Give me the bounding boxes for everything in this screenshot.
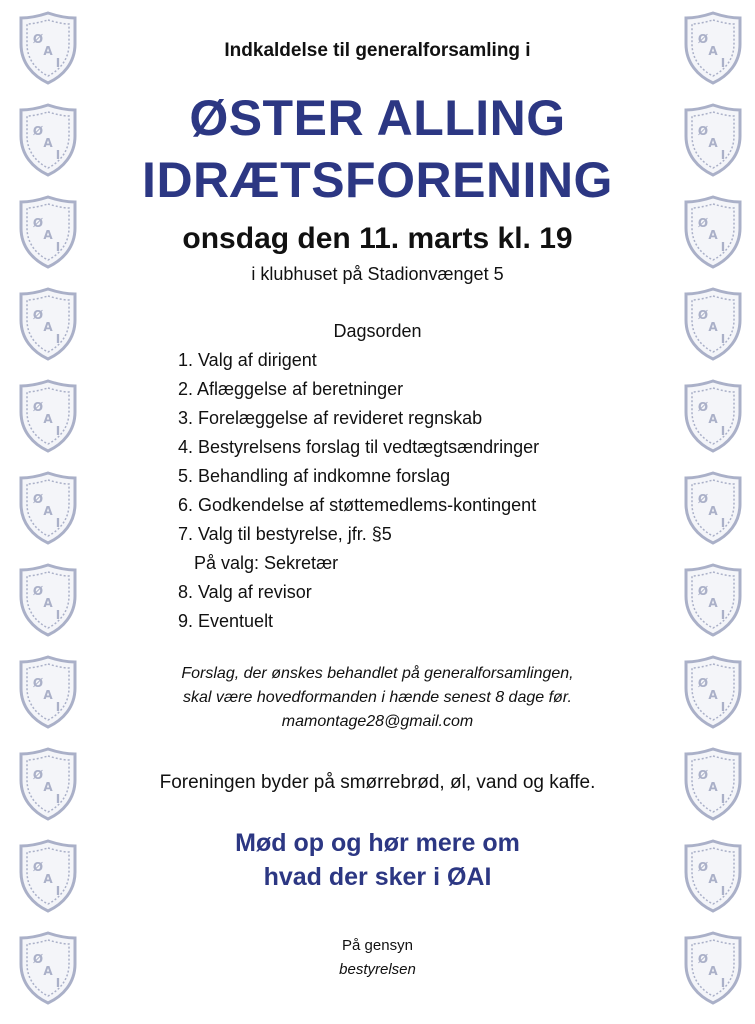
pre-title: Indkaldelse til generalforsamling i xyxy=(224,40,531,61)
oai-emblem-icon xyxy=(17,102,79,178)
left-emblem-border xyxy=(0,0,90,1024)
oai-emblem-icon xyxy=(17,838,79,914)
oai-emblem-icon xyxy=(682,378,744,454)
oai-emblem-icon xyxy=(682,930,744,1006)
oai-emblem-icon xyxy=(17,746,79,822)
agenda-subitem: På valg: Sekretær xyxy=(194,553,339,573)
agenda-item: 8. Valg af revisor xyxy=(178,582,312,602)
agenda-list xyxy=(178,346,648,636)
agenda-item: 6. Godkendelse af støttemedlems-kontingent xyxy=(178,495,537,515)
signature: bestyrelsen xyxy=(339,961,416,978)
greeting: På gensyn xyxy=(342,937,413,954)
closing-line: Mød op og hør mere om xyxy=(235,829,520,857)
agenda-item: 1. Valg af dirigent xyxy=(178,350,317,370)
oai-emblem-icon xyxy=(682,10,744,86)
notice-line: skal være hovedformanden i hænde senest 8 dage før. xyxy=(183,689,572,706)
agenda-item: 2. Aflæggelse af beretninger xyxy=(178,379,404,399)
oai-emblem-icon xyxy=(682,838,744,914)
oai-emblem-icon xyxy=(17,378,79,454)
closing-message xyxy=(100,826,655,894)
agenda-item: 4. Bestyrelsens forslag til vedtægtsændringer xyxy=(178,437,540,457)
club-name-line2: IDRÆTSFORENING xyxy=(142,152,613,208)
oai-emblem-icon xyxy=(17,10,79,86)
agenda-item: 9. Eventuelt xyxy=(178,611,274,631)
refreshments-text: Foreningen byder på smørrebrød, øl, vand og kaffe. xyxy=(159,772,596,793)
signoff xyxy=(100,934,655,982)
oai-emblem-icon xyxy=(17,654,79,730)
meeting-date: onsdag den 11. marts kl. 19 xyxy=(182,222,573,255)
oai-emblem-icon xyxy=(682,562,744,638)
proposal-notice xyxy=(100,662,655,734)
oai-emblem-icon xyxy=(682,746,744,822)
oai-emblem-icon xyxy=(17,562,79,638)
contact-email: mamontage28@gmail.com xyxy=(281,713,474,730)
agenda-heading: Dagsorden xyxy=(333,321,422,341)
club-name-line1: ØSTER ALLING xyxy=(189,90,566,146)
agenda-item: 3. Forelæggelse af revideret regnskab xyxy=(178,408,483,428)
oai-emblem-icon xyxy=(682,102,744,178)
oai-emblem-icon xyxy=(682,470,744,546)
oai-emblem-icon xyxy=(682,654,744,730)
oai-emblem-icon xyxy=(17,286,79,362)
oai-emblem-icon xyxy=(17,470,79,546)
right-emblem-border xyxy=(665,0,755,1024)
notice-line: Forslag, der ønskes behandlet på generalforsamlingen, xyxy=(181,665,574,682)
closing-line: hvad der sker i ØAI xyxy=(263,863,492,891)
meeting-venue: i klubhuset på Stadionvænget 5 xyxy=(251,264,504,284)
oai-emblem-icon xyxy=(17,930,79,1006)
oai-emblem-icon xyxy=(682,286,744,362)
agenda-item: 7. Valg til bestyrelse, jfr. §5 xyxy=(178,524,392,544)
agenda-item: 5. Behandling af indkomne forslag xyxy=(178,466,451,486)
oai-emblem-icon xyxy=(17,194,79,270)
oai-emblem-icon xyxy=(682,194,744,270)
poster-content xyxy=(100,0,655,1024)
